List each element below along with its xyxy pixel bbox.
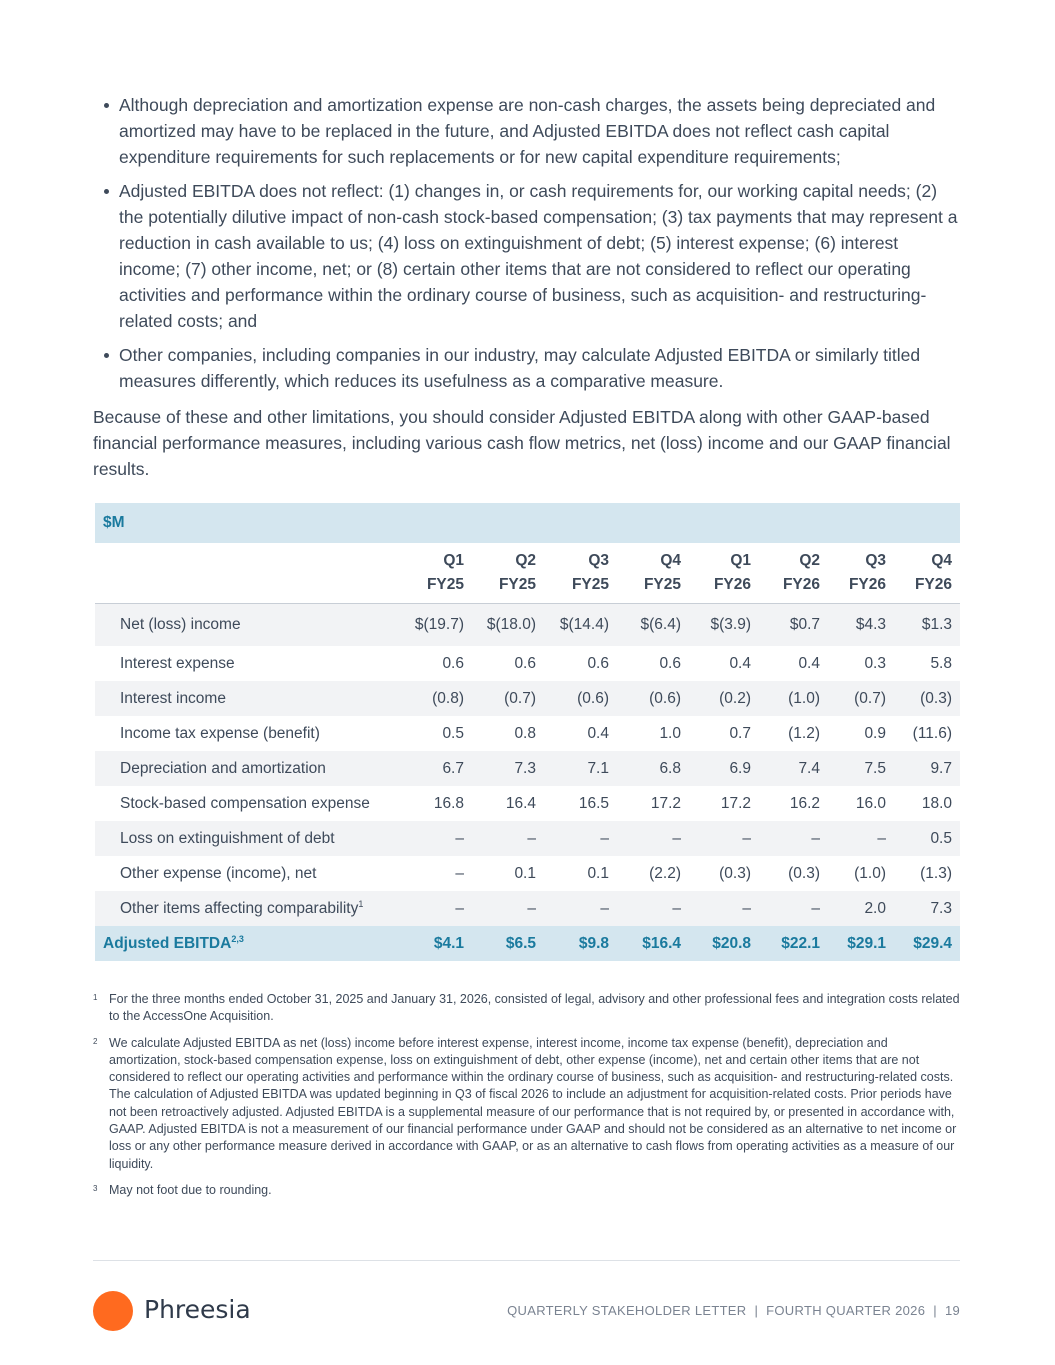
table-cell: –: [759, 821, 828, 856]
table-cell: $1.3: [894, 604, 960, 647]
quarter-label: FOURTH QUARTER 2026: [766, 1303, 926, 1318]
table-cell: 6.9: [689, 751, 759, 786]
body-text: [93, 92, 960, 482]
table-cell: 7.5: [828, 751, 894, 786]
table-cell: 16.4: [505, 794, 536, 812]
table-cell: –: [617, 821, 689, 856]
table-cell: 0.1: [514, 864, 536, 882]
table-cell: 0.3: [864, 654, 886, 672]
table-row: [95, 646, 960, 681]
footnote: [93, 991, 960, 1026]
table-cell: 7.3: [894, 891, 960, 926]
table-cell: 2.0: [828, 891, 894, 926]
footnote-mark: 3: [93, 1183, 98, 1193]
total-cell: $9.8: [544, 926, 617, 961]
unit-label: $M: [95, 503, 960, 543]
table-cell: 0.6: [442, 654, 464, 672]
table-row: [95, 604, 960, 647]
table-cell: –: [689, 821, 759, 856]
footnote: [93, 1182, 960, 1199]
table-cell: (2.2): [649, 864, 681, 882]
table-cell: 7.1: [544, 751, 617, 786]
total-cell: $22.1: [759, 926, 828, 961]
table-cell: 0.5: [894, 821, 960, 856]
table-cell: 0.4: [798, 654, 820, 672]
table-cell: 16.8: [433, 794, 464, 812]
table-cell: 9.7: [894, 751, 960, 786]
table-cell: 1.0: [659, 724, 681, 742]
table-cell: –: [455, 864, 464, 882]
page-number: 19: [944, 1303, 960, 1318]
column-header: [544, 543, 617, 604]
table-cell: (11.6): [912, 724, 952, 742]
list-item: Although depreciation and amortization expense are non-cash charges, the assets being depreciated and amortized may have to be replaced in the future, and Adjusted EBITDA does not reflect cash capital expenditure requirements for such replacements or for new capital expenditure requirements;: [93, 92, 960, 170]
table-cell: 0.5: [442, 724, 464, 742]
table-cell: –: [828, 821, 894, 856]
table-cell: (0.3): [788, 864, 820, 882]
table-row: [95, 786, 960, 821]
column-header: [472, 543, 544, 604]
table-cell: 16.0: [855, 794, 886, 812]
table-cell: $(14.4): [544, 604, 617, 647]
fiscal-year-label: FY26: [914, 576, 952, 593]
table-cell: $(3.9): [689, 604, 759, 647]
table-cell: $(18.0): [472, 604, 544, 647]
table-cell: (0.7): [828, 681, 894, 716]
table-cell: (0.6): [544, 681, 617, 716]
table-cell: –: [544, 821, 617, 856]
column-header: [759, 543, 828, 604]
table-cell: 16.2: [789, 794, 820, 812]
table-cell: (1.0): [759, 681, 828, 716]
quarter-label: Q3: [588, 552, 609, 569]
letter-title: QUARTERLY STAKEHOLDER LETTER: [507, 1303, 747, 1318]
table-cell: $(19.7): [400, 604, 472, 647]
quarter-label: Q2: [799, 552, 820, 569]
row-label: Stock-based compensation expense: [120, 794, 370, 812]
table-cell: –: [544, 891, 617, 926]
column-header: [689, 543, 759, 604]
table-cell: –: [759, 891, 828, 926]
footer-divider: [93, 1260, 960, 1261]
table-cell: 0.4: [587, 724, 609, 742]
limitations-list: [93, 92, 960, 394]
page-footer: [93, 1291, 960, 1331]
table-cell: 0.4: [729, 654, 751, 672]
table-cell: 5.8: [930, 654, 952, 672]
table-cell: 6.8: [617, 751, 689, 786]
fiscal-year-label: FY25: [498, 576, 536, 593]
row-label: Interest income: [95, 681, 400, 716]
fiscal-year-label: FY26: [848, 576, 886, 593]
row-label: Interest expense: [120, 654, 235, 672]
table-cell: –: [400, 891, 472, 926]
table-cell: –: [472, 891, 544, 926]
table-cell: 6.7: [400, 751, 472, 786]
quarter-label: Q3: [865, 552, 886, 569]
table-cell: (1.0): [854, 864, 886, 882]
table-cell: $0.7: [759, 604, 828, 647]
table-cell: 16.5: [578, 794, 609, 812]
table-cell: (0.2): [689, 681, 759, 716]
table-cell: 0.8: [514, 724, 536, 742]
footnote-text: We calculate Adjusted EBITDA as net (loss) income before interest expense, interest income, income tax expense (benefit), depreciation and amortization, stock-based compensation expense, loss on extinguishment of debt, other expense (income), net and certain other items that are not considered to reflect our operating activities and performance within the ordinary course of business, such as acquisition- and restructuring-related costs. The calculation of Adjusted EBITDA was updated beginning in Q3 of fiscal 2026 to include an adjustment for acquisition-related costs. Prior periods have not been retroactively adjusted. Adjusted EBITDA is a supplemental measure of our performance that is not required by, or presented in accordance with, GAAP. Adjusted EBITDA is not a measurement of our financial performance under GAAP and should not be considered as an alternative to net income or loss or any other performance measure derived in accordance with GAAP, or as an alternative to cash flows from operating activities as a measure of our liquidity.: [109, 1035, 957, 1171]
quarter-label: Q2: [515, 552, 536, 569]
table-cell: (0.8): [400, 681, 472, 716]
footnote: [93, 1035, 960, 1173]
fiscal-year-label: FY25: [571, 576, 609, 593]
quarter-label: Q4: [660, 552, 681, 569]
table-cell: (0.3): [894, 681, 960, 716]
total-label: Adjusted EBITDA$^{2,3}$: [95, 926, 400, 961]
table-cell: 18.0: [921, 794, 952, 812]
fiscal-year-label: FY26: [782, 576, 820, 593]
fiscal-year-label: FY26: [713, 576, 751, 593]
total-cell: $29.4: [894, 926, 960, 961]
table-cell: $(6.4): [617, 604, 689, 647]
column-header: [828, 543, 894, 604]
total-cell: $6.5: [472, 926, 544, 961]
table-row: [95, 891, 960, 926]
table-cell: 0.6: [659, 654, 681, 672]
quarter-label: Q1: [443, 552, 464, 569]
list-item: Adjusted EBITDA does not reflect: (1) changes in, or cash requirements for, our working capital needs; (2) the potentially dilutive impact of non-cash stock-based compensation; (3) tax payments that may represent a reduction in cash available to us; (4) loss on extinguishment of debt; (5) interest expense; (6) interest income; (7) other income, net; or (8) certain other items that are not considered to reflect our operating activities and performance within the ordinary course of business, such as acquisition- and restructuring-related costs; and: [93, 178, 960, 334]
row-label: Other expense (income), net: [120, 864, 317, 882]
table-cell: 0.7: [729, 724, 751, 742]
table-cell: (0.6): [617, 681, 689, 716]
footnote-mark: 2: [93, 1036, 98, 1046]
phreesia-logo-icon: [93, 1291, 133, 1331]
total-cell: $4.1: [400, 926, 472, 961]
row-label: Net (loss) income: [95, 604, 400, 647]
table-row: [95, 821, 960, 856]
table-cell: –: [472, 821, 544, 856]
footnote-text: May not foot due to rounding.: [109, 1182, 272, 1197]
table-cell: 7.3: [472, 751, 544, 786]
column-header: [400, 543, 472, 604]
column-header: [617, 543, 689, 604]
table-cell: (1.3): [920, 864, 952, 882]
row-label: Loss on extinguishment of debt: [95, 821, 400, 856]
table-cell: 0.1: [587, 864, 609, 882]
footnote-mark: 1: [93, 993, 98, 1002]
table-cell: 0.9: [864, 724, 886, 742]
table-cell: $4.3: [828, 604, 894, 647]
fiscal-year-label: FY25: [643, 576, 681, 593]
table-row: [95, 751, 960, 786]
table-row: [95, 856, 960, 891]
list-item: Other companies, including companies in our industry, may calculate Adjusted EBITDA or similarly titled measures differently, which reduces its usefulness as a comparative measure.: [93, 342, 960, 394]
adjusted-ebitda-table: [95, 503, 960, 961]
table-cell: –: [617, 891, 689, 926]
quarter-label: Q1: [730, 552, 751, 569]
total-cell: $29.1: [828, 926, 894, 961]
footnote-text: For the three months ended October 31, 2025 and January 31, 2026, consisted of legal, advisory and other professional fees and integration costs related to the AccessOne Acquisition.: [109, 992, 960, 1024]
table-cell: 17.2: [650, 794, 681, 812]
total-cell: $20.8: [689, 926, 759, 961]
footer-info: QUARTERLY STAKEHOLDER LETTER | FOURTH QUARTER 2026 | 19: [507, 1303, 960, 1318]
row-label: Other items affecting comparability$^1$: [95, 891, 400, 926]
quarter-label: Q4: [931, 552, 952, 569]
table-cell: 0.6: [587, 654, 609, 672]
total-row: [95, 926, 960, 961]
table-cell: (0.3): [719, 864, 751, 882]
table-cell: (1.2): [788, 724, 820, 742]
table-cell: (0.7): [472, 681, 544, 716]
column-header: [894, 543, 960, 604]
table-cell: 7.4: [759, 751, 828, 786]
fiscal-year-label: FY25: [426, 576, 464, 593]
table-cell: 0.6: [514, 654, 536, 672]
row-label: Depreciation and amortization: [95, 751, 400, 786]
table-cell: –: [400, 821, 472, 856]
table-cell: 17.2: [720, 794, 751, 812]
total-cell: $16.4: [617, 926, 689, 961]
table-row: [95, 681, 960, 716]
table-row: [95, 716, 960, 751]
brand-name: Phreesia: [144, 1295, 251, 1324]
limitations-paragraph: Because of these and other limitations, you should consider Adjusted EBITDA along with other GAAP-based financial performance measures, including various cash flow metrics, net (loss) income and our GAAP financial results.: [93, 407, 951, 479]
header-blank: [95, 543, 400, 604]
footnotes: [93, 991, 960, 1208]
row-label: Income tax expense (benefit): [120, 724, 320, 742]
table-cell: –: [689, 891, 759, 926]
